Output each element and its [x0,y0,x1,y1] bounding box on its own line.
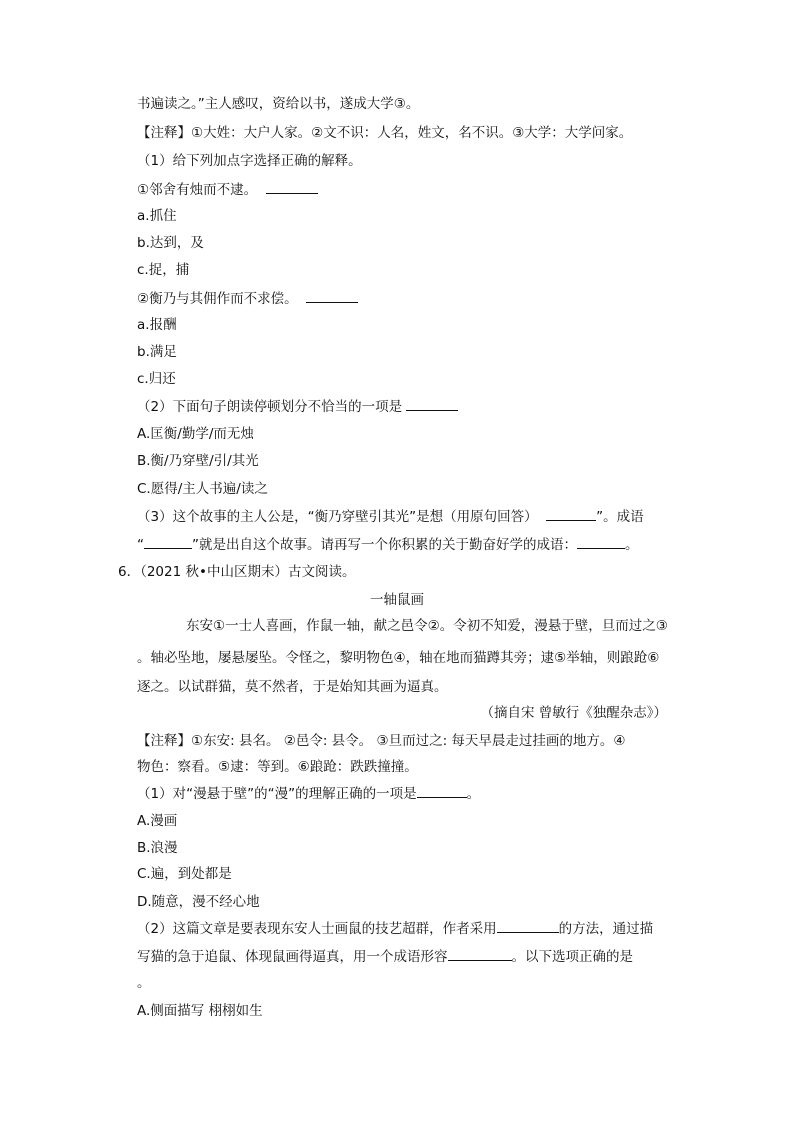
option-c: c.捉，捕 [137,262,190,278]
question-1-item-1 [137,180,318,200]
question-text: （2）这篇文章是要表现东安人士画鼠的技艺超群，作者采用 [137,921,497,937]
answer-blank[interactable] [448,948,512,961]
question-1 [137,784,480,804]
annotation-line: 物色：察看。⑤逮：等到。⑥踉跄：跌跌撞撞。 [137,759,418,775]
item-text: ②衡乃与其佣作而不求偿。 [137,291,298,307]
question-2-line-1 [137,919,653,939]
period: 。 [625,537,639,553]
annotation-line: 【注释】①大姓：大户人家。②文不识：人名，姓文，名不识。③大学：大学问家。 [137,125,633,141]
option-b: b.达到，及 [137,235,204,251]
option-c: C.遍，到处都是 [137,866,232,882]
option-d: D.随意，漫不经心地 [137,894,260,910]
question-1: （1）给下列加点字选择正确的解释。 [137,153,362,169]
question-text: （3）这个故事的主人公是，“衡乃穿壁引其光”是想（用原句回答） [137,509,538,525]
question-1-item-2 [137,289,358,309]
question-text: ”。成语 [596,509,644,525]
option-b: b.满足 [137,344,177,360]
period: 。 [466,786,481,802]
option-a: A.匡衡/勤学/而无烛 [137,426,254,442]
answer-blank[interactable] [306,290,358,303]
question-text: （1）对“漫悬于壁”的“漫”的理解正确的一项是 [137,786,417,802]
question-text: （2）下面句子朗读停顿划分不恰当的一项是 [137,399,403,415]
passage-line: 。轴必坠地，屡悬屡坠。令怪之，黎明物色④，轴在地而猫蹲其旁；逮⑤举轴，则踉跄⑥ [137,650,660,666]
option-b: B.衡/乃穿壁/引/其光 [137,453,259,469]
question-text: ”就是出自这个故事。请再写一个你积累的关于勤奋好学的成语： [192,537,577,553]
problem-6-header [118,562,355,582]
option-a: a.报酬 [137,317,177,333]
question-text: 。以下选项正确的是 [511,949,633,965]
problem-source: （2021 秋•中山区期末）古文阅读。 [140,564,356,580]
answer-blank[interactable] [406,398,458,411]
question-2-line-3: 。 [137,975,151,991]
question-3-line-2 [137,535,639,555]
passage-line: 东安①一士人喜画，作鼠一轴，献之邑令②。令初不知爱，漫悬于壁，旦而过之③ [186,618,668,634]
option-a: a.抓住 [137,208,177,224]
answer-blank[interactable] [144,536,192,549]
option-c: c.归还 [137,371,176,387]
option-a: A.侧面描写 栩栩如生 [137,1003,263,1019]
passage-title: 一轴鼠画 [370,592,424,608]
question-2 [137,397,458,417]
item-text: ①邻舍有烛而不逮。 [137,182,258,198]
option-b: B.浪漫 [137,840,178,856]
text-line: 书遍读之。”主人感叹，资给以书，遂成大学③。 [137,96,420,112]
answer-blank[interactable] [546,508,596,521]
problem-number: 6． [118,564,141,580]
question-3-line-1 [137,507,644,527]
answer-blank[interactable] [266,181,318,194]
question-2-line-2 [137,947,633,967]
option-a: A.漫画 [137,813,178,829]
question-text: 的方法，通过描 [558,921,654,937]
answer-blank[interactable] [417,785,467,798]
answer-blank[interactable] [497,920,559,933]
passage-line: 逐之。以试群猫，莫不然者，于是始知其画为逼真。 [137,679,448,695]
quote-open: “ [137,537,144,553]
annotation-line: 【注释】①东安: 县名。 ②邑令: 县令。 ③旦而过之: 每天早晨走过挂画的地方。④ [137,733,626,749]
attribution: （摘自宋 曾敏行《独醒杂志》） [480,705,667,721]
question-text: 写猫的急于追鼠、体现鼠画得逼真，用一个成语形容 [137,949,448,965]
option-c: C.愿得/主人书遍/读之 [137,481,268,497]
answer-blank[interactable] [577,536,625,549]
